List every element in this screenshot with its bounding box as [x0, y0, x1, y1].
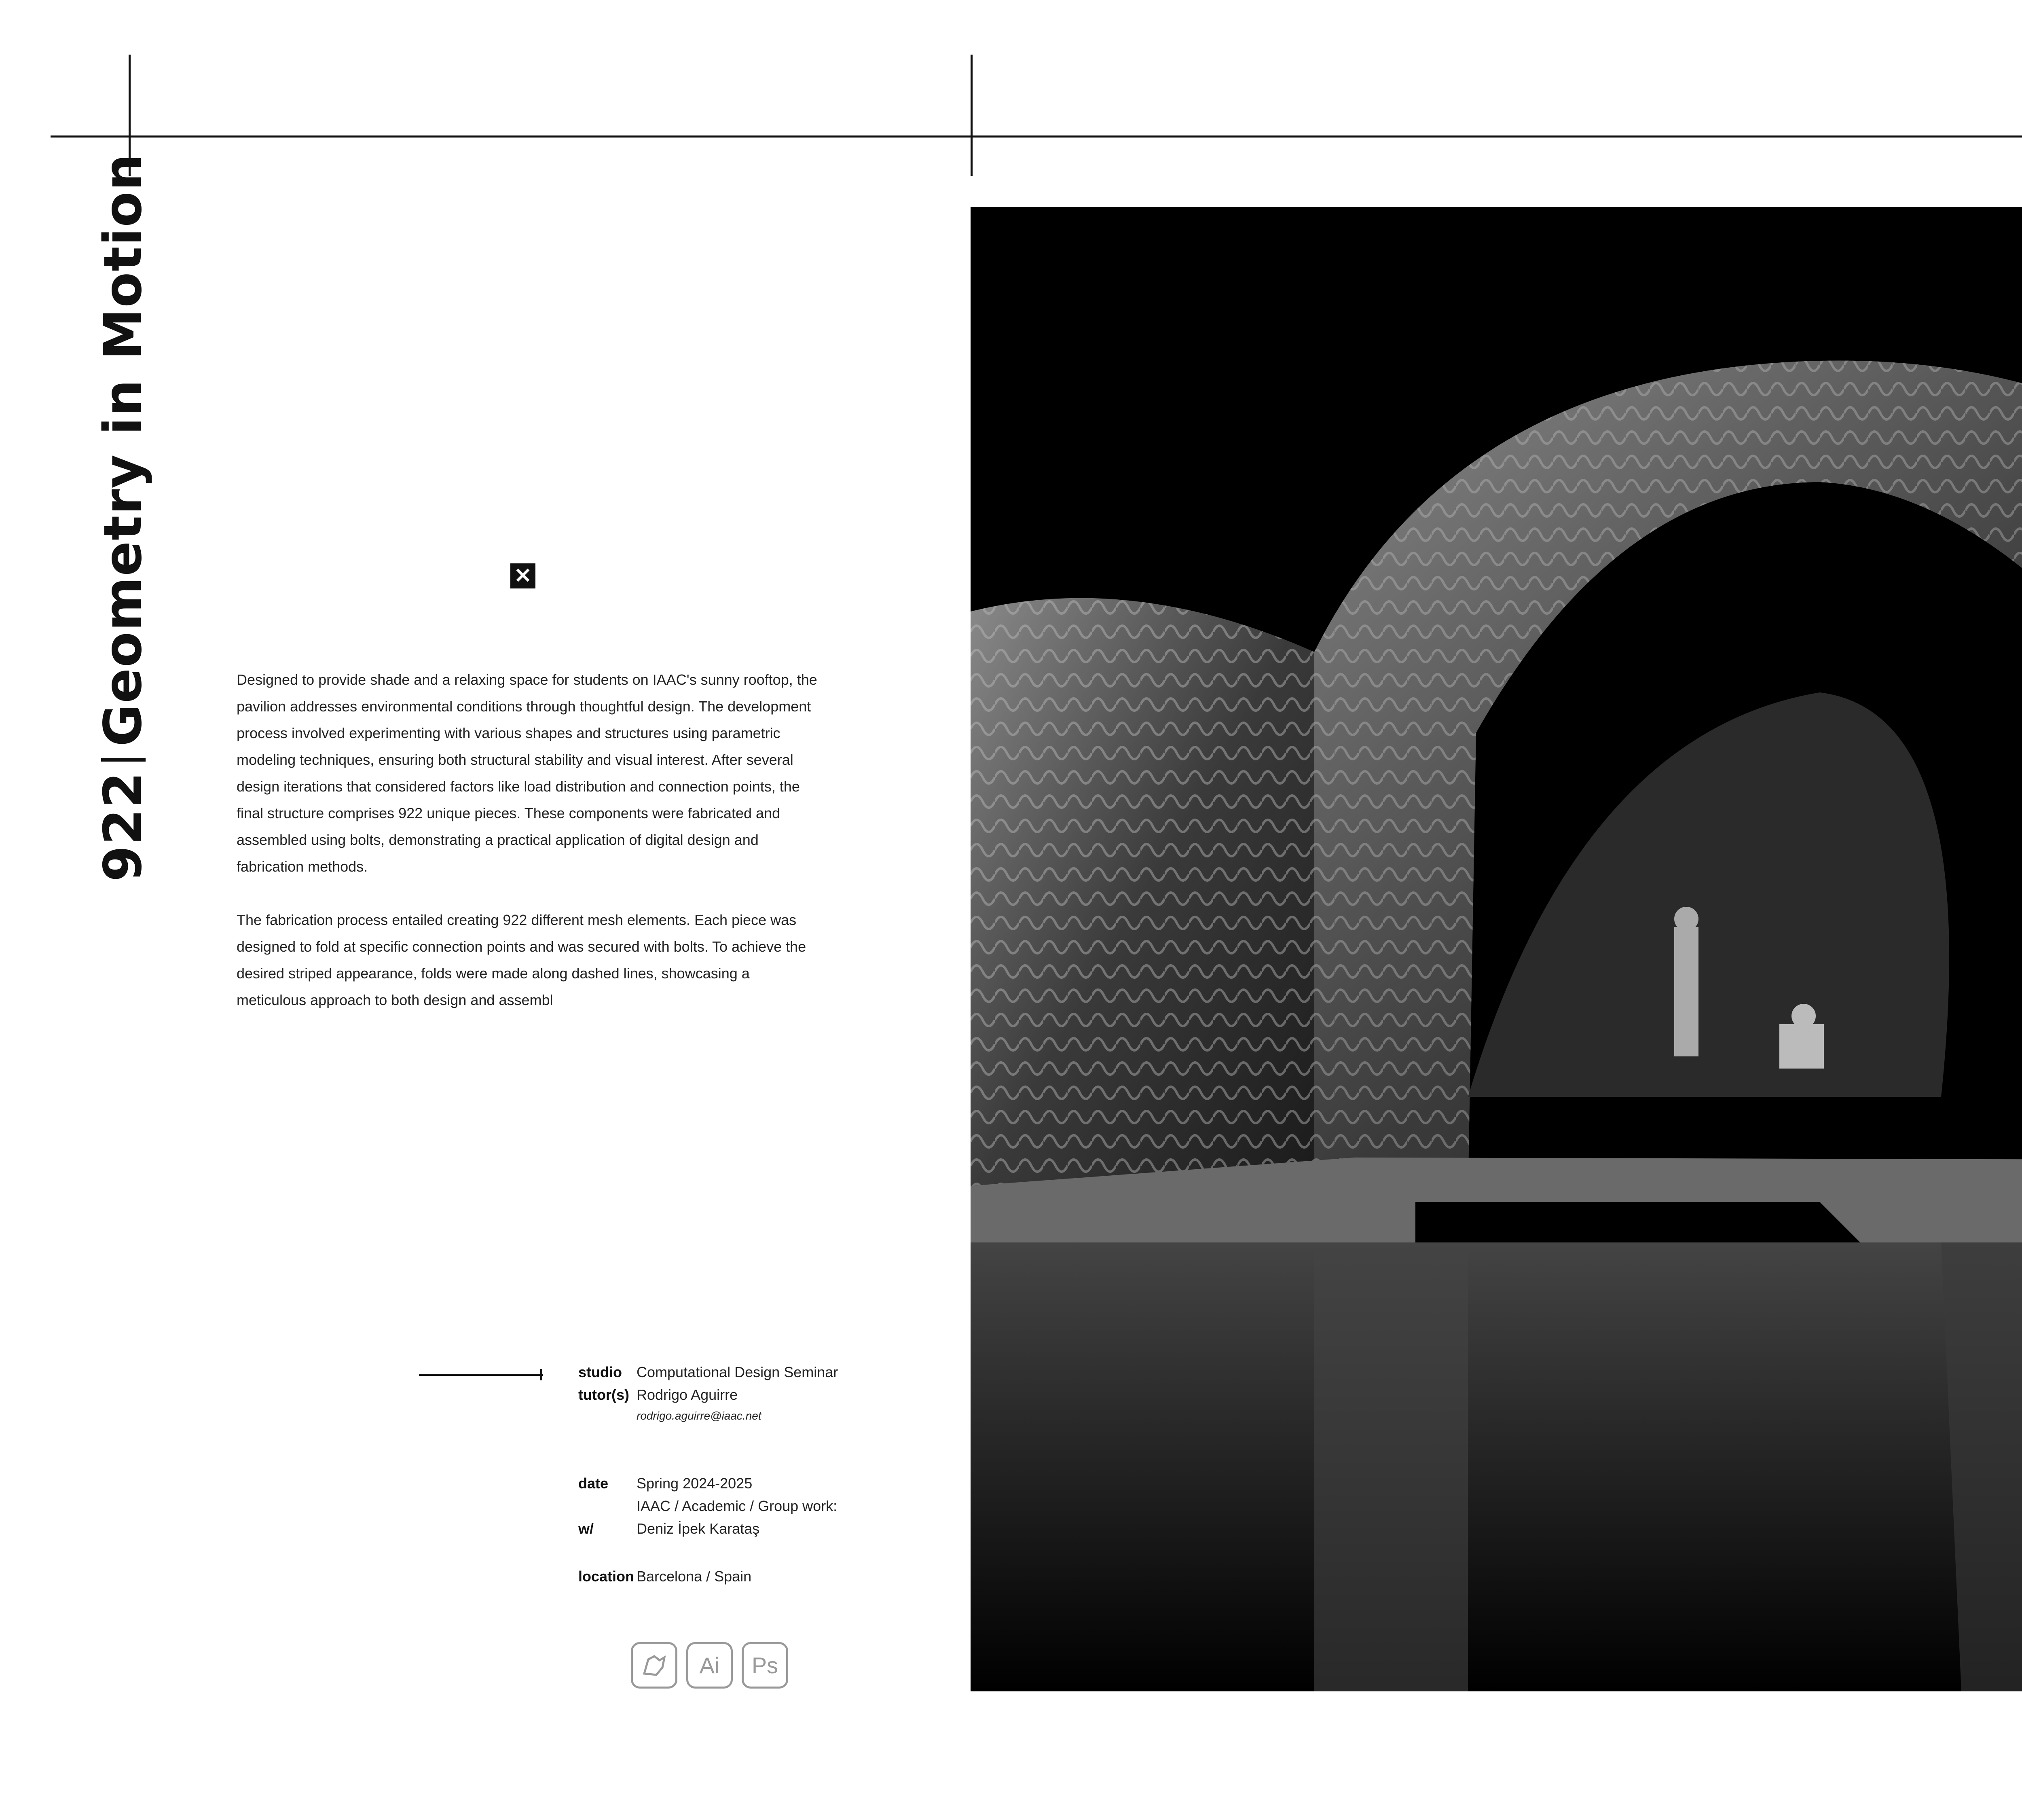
page-title — [93, 153, 153, 882]
project-description — [237, 667, 819, 1040]
center-vertical-rule — [971, 55, 973, 176]
tutor-label: tutor(s) — [578, 1386, 629, 1403]
info-pointer-tick — [540, 1369, 542, 1380]
photoshop-icon: Ps — [742, 1642, 788, 1689]
rhino-icon — [631, 1642, 677, 1689]
title-divider — [101, 758, 146, 762]
info-pointer-line — [419, 1374, 543, 1376]
studio-value: Computational Design Seminar — [637, 1364, 838, 1380]
work-type-value: IAAC / Academic / Group work: — [637, 1498, 838, 1514]
info-block-location — [578, 1565, 751, 1588]
title-number: 922 — [93, 771, 153, 882]
with-value: Deniz İpek Karataş — [637, 1520, 760, 1537]
software-tools — [631, 1642, 788, 1689]
info-block-studio — [578, 1361, 838, 1426]
top-rule — [51, 135, 2022, 138]
tutor-value: Rodrigo Aguirre — [637, 1386, 738, 1403]
date-label: date — [578, 1475, 609, 1492]
description-paragraph-2: The fabrication process entailed creating 922 different mesh elements. Each piece was designed to fold at specific connection points and was secured with bolts. To achieve the desired striped appearance, folds were made along dashed lines, showcasing a meticulous approach to both design and assembl — [237, 912, 806, 1008]
close-x-icon[interactable]: ✕ — [510, 563, 535, 588]
description-paragraph-1: Designed to provide shade and a relaxing space for students on IAAC's sunny rooftop, the pavilion addresses environmental conditions through thoughtful design. The development process involved experimenting with various shapes and structures using parametric modeling techniques, ensuring both structural stability and visual interest. After several design iterations that considered factors like load distribution and connection points, the final structure comprises 922 unique pieces. These components were fabricated and assembled using bolts, demonstrating a practical application of digital design and fabrication methods. — [237, 671, 817, 875]
illustrator-icon: Ai — [686, 1642, 733, 1689]
date-value: Spring 2024-2025 — [637, 1475, 753, 1492]
location-label: location — [578, 1568, 635, 1585]
pavilion-photo — [971, 207, 2022, 1691]
info-block-date — [578, 1472, 837, 1540]
tutor-email: rodrigo.aguirre@iaac.net — [637, 1409, 761, 1422]
location-value: Barcelona / Spain — [637, 1568, 752, 1585]
title-text: Geometry in Motion — [93, 153, 153, 747]
studio-label: studio — [578, 1364, 622, 1380]
with-label: w/ — [578, 1520, 594, 1537]
